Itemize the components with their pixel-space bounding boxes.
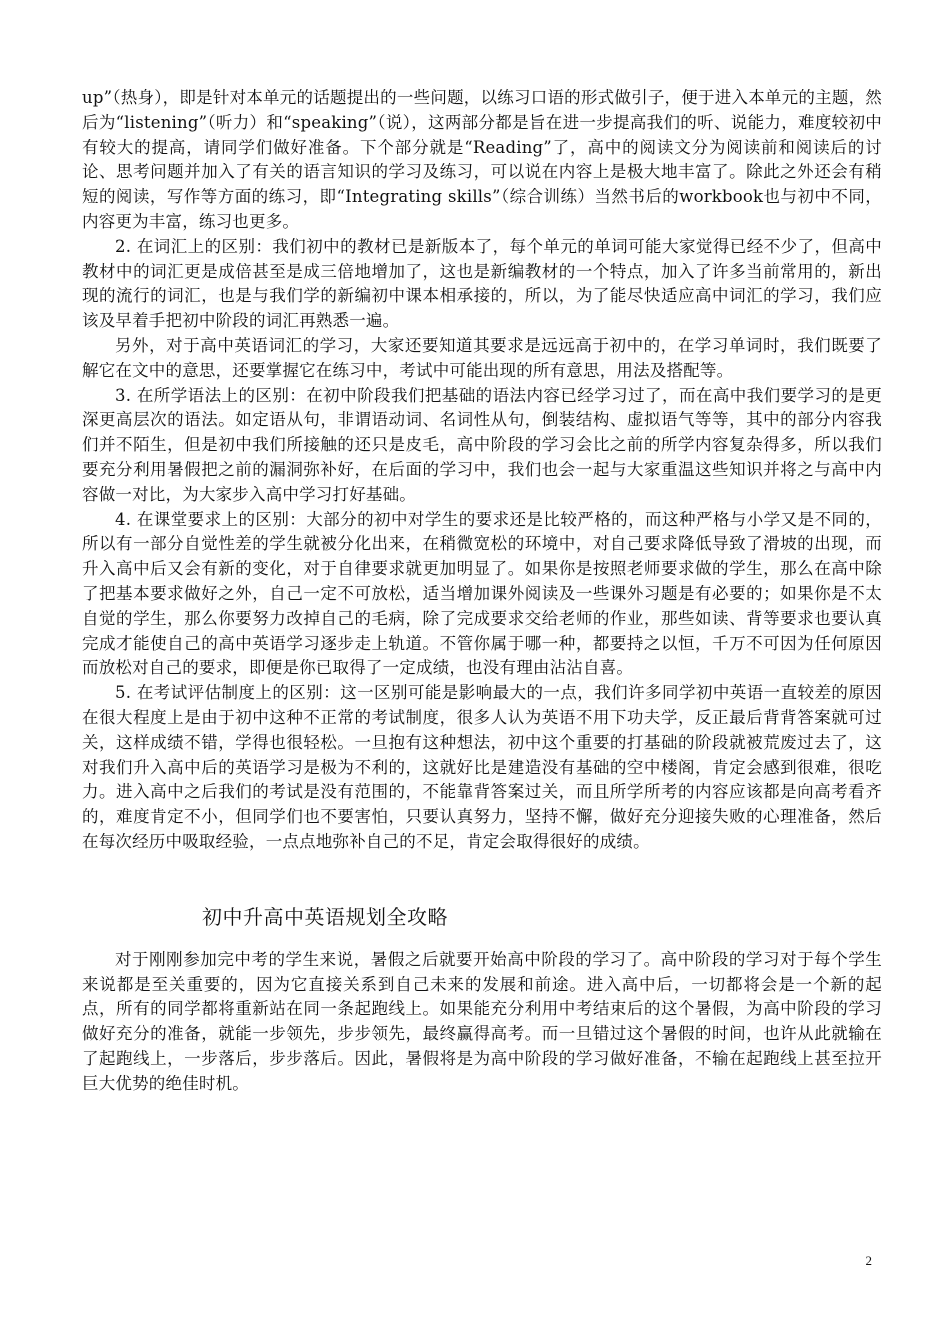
paragraph-textbook-structure: up”（热身），即是针对本单元的话题提出的一些问题，以练习口语的形式做引子，便于进入本单元的主题，然后为“listening”（听力）和“speaking”（说），这两部分都是旨在进一步提高我们的听、说能力，难度较初中有较大的提高，请同学们做好准备。下个部分就是“Reading”了，高中的阅读文分为阅读前和阅读后的讨论、思考问题并加入了有关的语言知识的学习及练习，可以说在内容上是极大地丰富了。除此之外还会有稍短的阅读，写作等方面的练习，即“Integrating skills”（综合训练）当然书后的workbook也与初中不同，内容更为丰富，练习也更多。 bbox=[82, 88, 882, 231]
paragraph-summer-preparation: 对于刚刚参加完中考的学生来说，暑假之后就要开始高中阶段的学习了。高中阶段的学习对于每个学生来说都是至关重要的，因为它直接关系到自己未来的发展和前途。进入高中后，一切都将会是一个新的起点，所有的同学都将重新站在同一条起跑线上。如果能充分利用中考结束后的这个暑假，为高中阶段的学习做好充分的准备，就能一步领先，步步领先，最终赢得高考。而一旦错过这个暑假的时间，也许从此就输在了起跑线上，一步落后，步步落后。因此，暑假将是为高中阶段的学习做好准备，不输在起跑线上甚至拉开巨大优势的绝佳时机。 bbox=[82, 949, 882, 1093]
paragraph-grammar-difference: 3. 在所学语法上的区别：在初中阶段我们把基础的语法内容已经学习过了，而在高中我们要学习的是更深更高层次的语法。如定语从句，非谓语动词、名词性从句，倒装结构、虚拟语气等等，其中的部分内容我们并不陌生，但是初中我们所接触的还只是皮毛，高中阶段的学习会比之前的所学内容复杂得多，所以我们要充分利用暑假把之前的漏洞弥补好，在后面的学习中，我们也会一起与大家重温这些知识并将之与高中内容做一对比，为大家步入高中学习打好基础。 bbox=[82, 385, 882, 504]
page-number: 2 bbox=[865, 1253, 872, 1268]
document-body-top bbox=[82, 86, 882, 855]
paragraph-exam-system: 5. 在考试评估制度上的区别：这一区别可能是影响最大的一点，我们许多同学初中英语一直较差的原因在很大程度上是由于初中这种不正常的考试制度，很多人认为英语不用下功夫学，反正最后背背答案就可过关，这样成绩不错，学得也很轻松。一旦抱有这种想法，初中这个重要的打基础的阶段就被荒废过去了，这对我们升入高中后的英语学习是极为不利的，这就好比是建造没有基础的空中楼阁，肯定会感到很难，很吃力。进入高中之后我们的考试是没有范围的，不能靠背答案过关，而且所学所考的内容应该都是向高考看齐的，难度肯定不小，但同学们也不要害怕，只要认真努力，坚持不懈，做好充分迎接失败的心理准备，然后在每次经历中吸取经验，一点点地弥补自己的不足，肯定会取得很好的成绩。 bbox=[82, 683, 882, 851]
paragraph-vocabulary-difference: 2. 在词汇上的区别：我们初中的教材已是新版本了，每个单元的单词可能大家觉得已经不少了，但高中教材中的词汇更是成倍甚至是成三倍地增加了，这也是新编教材的一个特点，加入了许多当前常用的，新出现的流行的词汇，也是与我们学的新编初中课本相承接的，所以，为了能尽快适应高中词汇的学习，我们应该及早着手把初中阶段的词汇再熟悉一遍。 bbox=[82, 236, 882, 331]
document-page bbox=[82, 86, 882, 1096]
paragraph-vocabulary-requirements: 另外，对于高中英语词汇的学习，大家还要知道其要求是远远高于初中的，在学习单词时，我们既要了解它在文中的意思，还要掌握它在练习中，考试中可能出现的所有意思，用法及搭配等。 bbox=[82, 335, 882, 380]
document-body-bottom bbox=[82, 948, 882, 1097]
section-title: 初中升高中英语规划全攻略 bbox=[202, 904, 448, 929]
paragraph-classroom-requirements: 4. 在课堂要求上的区别：大部分的初中对学生的要求还是比较严格的，而这种严格与小学又是不同的，所以有一部分自觉性差的学生就被分化出来，在稍微宽松的环境中，对自己要求降低导致了滑坡的出现，而升入高中后又会有新的变化，对于自律要求就更加明显了。如果你是按照老师要求做的学生，那么在高中除了把基本要求做好之外，自己一定不可放松，适当增加课外阅读及一些课外习题是有必要的；如果你是不太自觉的学生，那么你要努力改掉自己的毛病，除了完成要求交给老师的作业，那些如读、背等要求也要认真完成才能使自己的高中英语学习逐步走上轨道。不管你属于哪一种，都要持之以恒，千万不可因为任何原因而放松对自己的要求，即便是你已取得了一定成绩，也没有理由沾沾自喜。 bbox=[82, 509, 882, 678]
